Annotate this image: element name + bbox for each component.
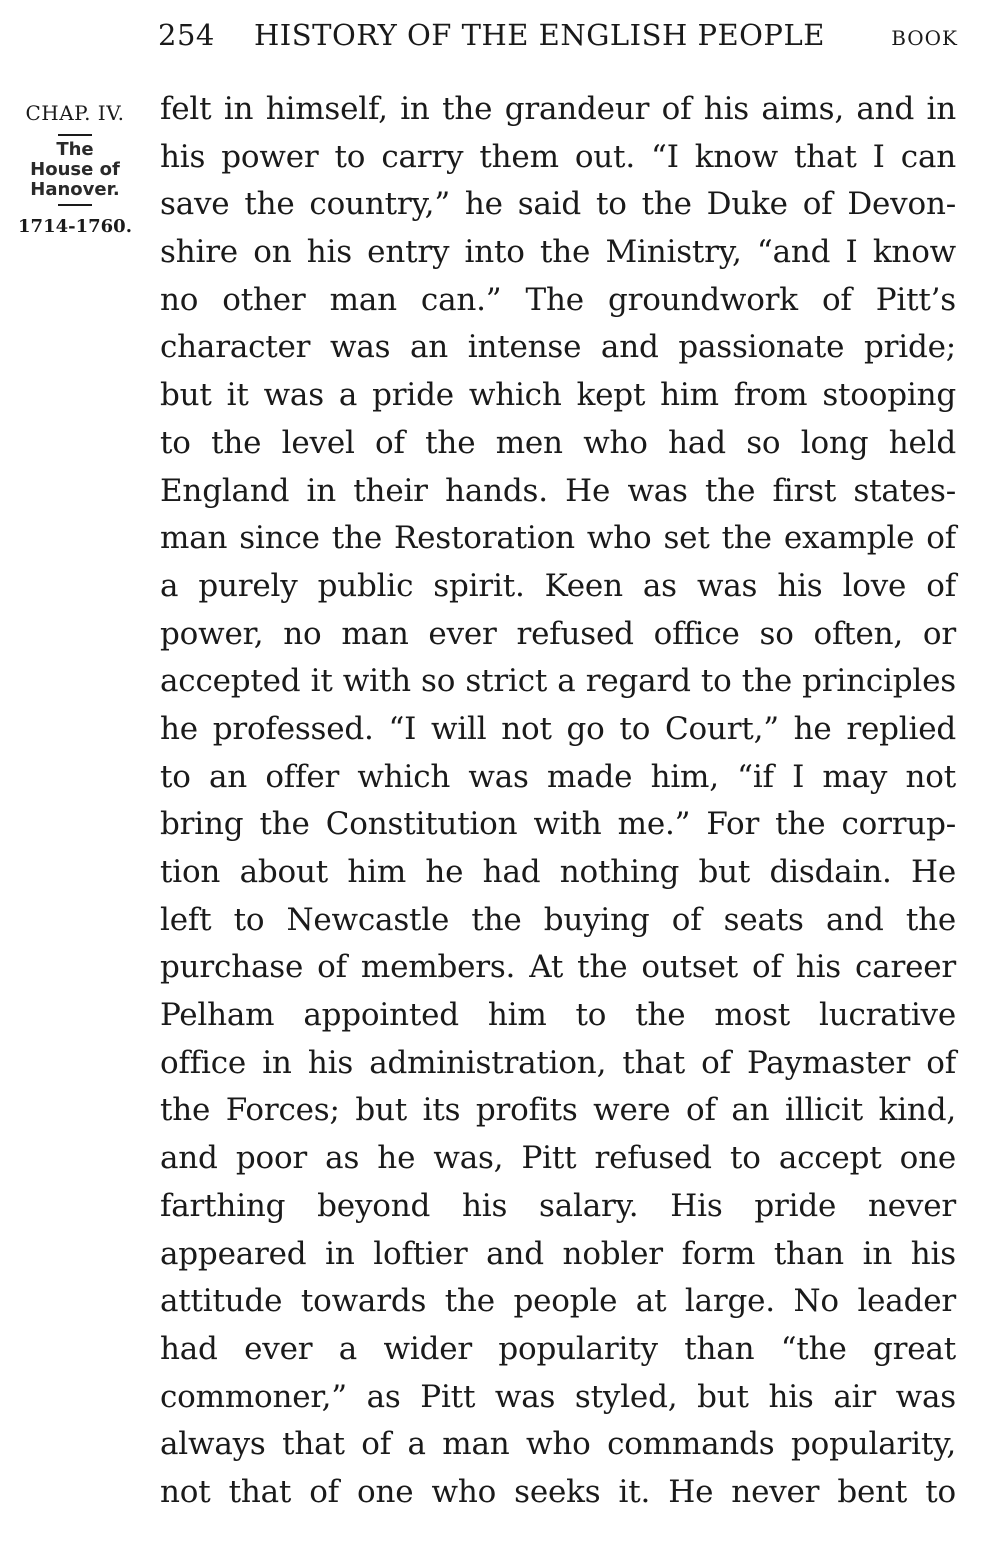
text-line: save the country,” he said to the Duke of Devon-	[160, 186, 956, 223]
text-line: not that of one who seeks it. He never bent to	[160, 1473, 956, 1510]
house-note-line: Hanover.	[30, 179, 120, 200]
chapter-label: CHAP. IV.	[25, 101, 125, 125]
running-header	[158, 18, 958, 62]
margin-rule	[58, 134, 92, 136]
book-title: HISTORY OF THE ENGLISH PEOPLE	[254, 18, 825, 52]
text-line: to an offer which was made him, “if I may not	[160, 758, 956, 795]
text-line: man since the Restoration who set the example of	[160, 520, 956, 557]
text-line: the Forces; but its profits were of an illicit kind,	[160, 1092, 956, 1129]
house-note-line: The	[56, 139, 94, 160]
page-number: 254	[158, 18, 215, 52]
text-line: farthing beyond his salary. His pride never	[160, 1187, 956, 1224]
text-line: no other man can.” The groundwork of Pitt’s	[160, 281, 956, 318]
text-line: commoner,” as Pitt was styled, but his air was	[160, 1378, 956, 1415]
text-line: England in their hands. He was the first states-	[160, 472, 956, 509]
text-line: felt in himself, in the grandeur of his aims, and in	[160, 91, 956, 127]
text-line: a purely public spirit. Keen as was his love of	[160, 567, 956, 604]
book-label: BOOK	[891, 26, 958, 50]
margin-notes	[12, 96, 138, 244]
text-line: purchase of members. At the outset of his career	[160, 949, 956, 986]
text-line: appeared in loftier and nobler form than in his	[160, 1235, 956, 1272]
text-line: to the level of the men who had so long held	[160, 424, 956, 461]
text-line: accepted it with so strict a regard to the principles	[160, 663, 956, 700]
text-line: he professed. “I will not go to Court,” he replied	[160, 710, 956, 747]
text-line: shire on his entry into the Ministry, “and I know	[160, 234, 956, 271]
text-line: bring the Constitution with me.” For the corrup-	[160, 806, 956, 843]
text-line: his power to carry them out. “I know that I can	[160, 138, 956, 175]
text-line: left to Newcastle the buying of seats and the	[160, 901, 956, 938]
body-text	[160, 86, 956, 1517]
text-line: tion about him he had nothing but disdain. He	[160, 854, 956, 890]
margin-rule	[58, 204, 92, 206]
text-line: power, no man ever refused office so often, or	[160, 615, 956, 652]
text-line: had ever a wider popularity than “the great	[160, 1330, 956, 1367]
house-note	[12, 140, 138, 200]
text-line: attitude towards the people at large. No leader	[160, 1283, 956, 1320]
text-line: always that of a man who commands popularity,	[160, 1426, 956, 1463]
text-line: character was an intense and passionate pride;	[160, 329, 956, 366]
house-note-line: House of	[30, 159, 120, 180]
date-range: 1714-1760.	[18, 216, 132, 237]
text-line: office in his administration, that of Paymaster of	[160, 1044, 956, 1081]
text-line: and poor as he was, Pitt refused to accept one	[160, 1140, 956, 1177]
text-line: but it was a pride which kept him from stooping	[160, 377, 956, 414]
text-line: Pelham appointed him to the most lucrative	[160, 997, 956, 1034]
